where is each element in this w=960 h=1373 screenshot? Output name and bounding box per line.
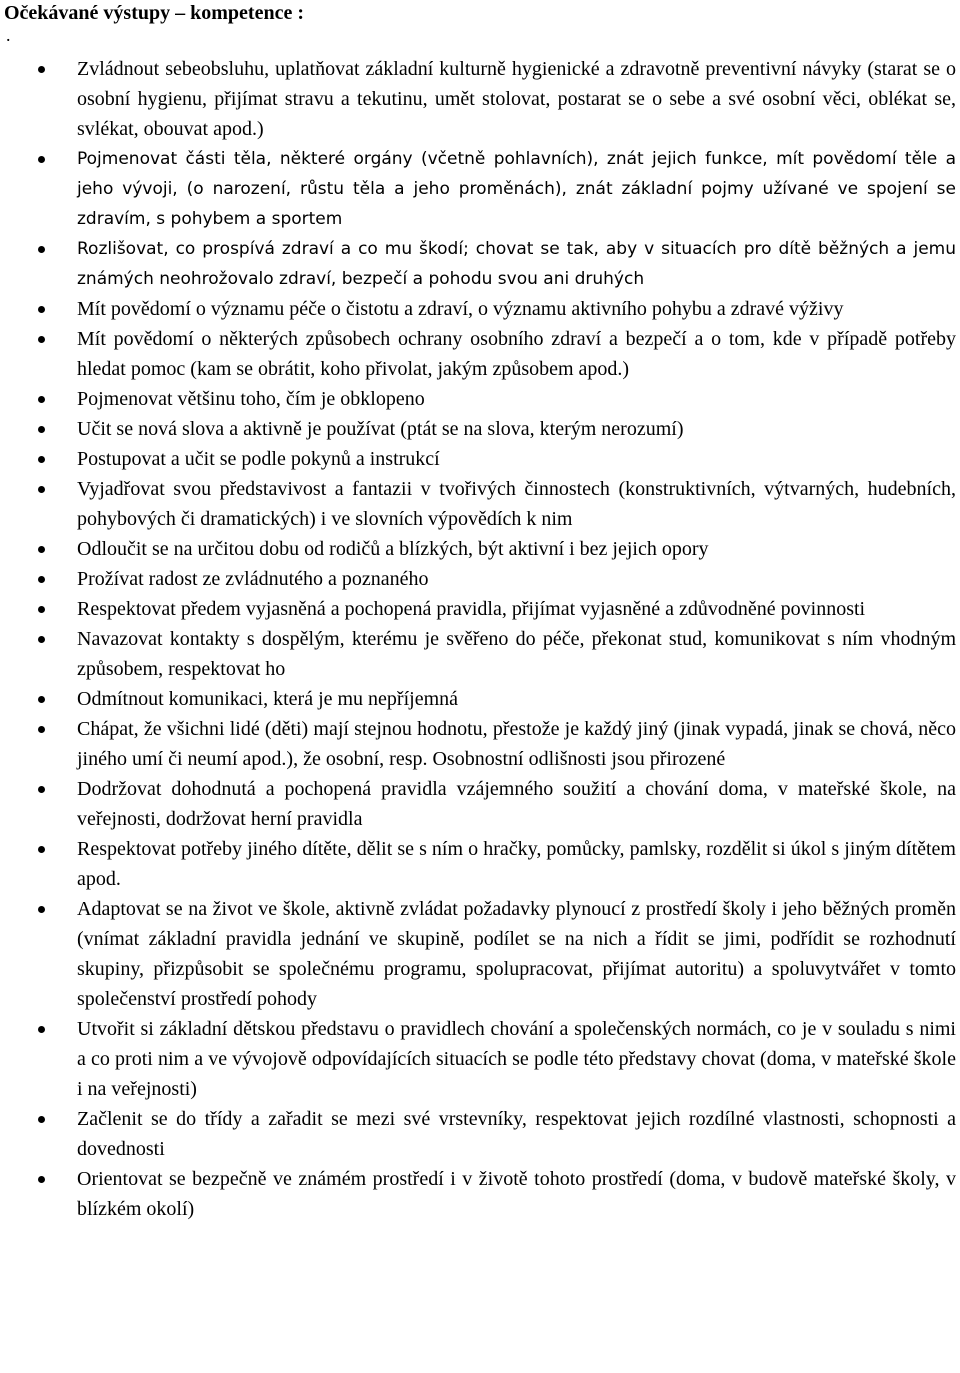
list-item: [0, 54, 960, 144]
list-item: [0, 834, 960, 894]
bullet-icon: [38, 906, 45, 913]
section-heading: Očekávané výstupy – kompetence :: [4, 2, 304, 24]
list-item: [0, 894, 960, 1014]
list-item: [0, 624, 960, 684]
list-item-text: Respektovat potřeby jiného dítěte, dělit se s ním o hračky, pomůcky, pamlsky, rozdělit si úkol s jiným dítětem apod.: [77, 838, 956, 890]
list-item: [0, 534, 960, 564]
list-item-text: Vyjadřovat svou představivost a fantazii v tvořivých činnostech (konstruktivních, výtvarných, hudebních, pohybových či dramatických) i ve slovních výpovědích k nim: [77, 478, 956, 530]
bullet-icon: [38, 786, 45, 793]
bullet-icon: [38, 546, 45, 553]
bullet-icon: [38, 486, 45, 493]
list-item: [0, 414, 960, 444]
list-item-text: Odloučit se na určitou dobu od rodičů a blízkých, být aktivní i bez jejich opory: [77, 538, 709, 560]
list-item: [0, 234, 960, 294]
list-item-text: Prožívat radost ze zvládnutého a poznaného: [77, 568, 429, 590]
bullet-icon: [38, 456, 45, 463]
bullet-icon: [38, 246, 45, 253]
list-item-text: Učit se nová slova a aktivně je používat (ptát se na slova, kterým nerozumí): [77, 418, 684, 440]
bullet-icon: [38, 426, 45, 433]
bullet-icon: [38, 396, 45, 403]
list-item-text: Mít povědomí o některých způsobech ochrany osobního zdraví a bezpečí a o tom, kde v případě potřeby hledat pomoc (kam se obrátit, koho přivolat, jakým způsobem apod.): [77, 328, 956, 380]
bullet-icon: [38, 576, 45, 583]
bullet-icon: [38, 156, 45, 163]
list-item-text: Dodržovat dohodnutá a pochopená pravidla vzájemného soužití a chování doma, v mateřské škole, na veřejnosti, dodržovat herní pravidla: [77, 778, 956, 830]
list-item: [0, 384, 960, 414]
bullet-icon: [38, 606, 45, 613]
bullet-icon: [38, 696, 45, 703]
list-item-text: Chápat, že všichni lidé (děti) mají stejnou hodnotu, přestože je každý jiný (jinak vypadá, jinak se chová, něco jiného umí či neumí apod.), že osobní, resp. Osobnostní odlišnosti jsou přirozené: [77, 718, 956, 770]
list-item: [0, 1014, 960, 1104]
bullet-icon: [38, 1116, 45, 1123]
bullet-icon: [38, 726, 45, 733]
stray-period: .: [6, 25, 11, 45]
list-item: [0, 774, 960, 834]
list-item: [0, 684, 960, 714]
list-item: [0, 594, 960, 624]
list-item: [0, 1104, 960, 1164]
list-item: [0, 714, 960, 774]
list-item-text: Respektovat předem vyjasněná a pochopená pravidla, přijímat vyjasněné a zdůvodněné povinnosti: [77, 598, 866, 620]
list-item: [0, 294, 960, 324]
list-item: [0, 144, 960, 234]
list-item-text: Adaptovat se na život ve škole, aktivně zvládat požadavky plynoucí z prostředí školy i jeho běžných proměn (vnímat základní pravidla jednání ve skupině, podílet se na nich a řídit se jimi, podřídit se rozhodnutí skupiny, přizpůsobit se společnému programu, spolupracovat, přijímat autoritu) a spoluvytvářet v tomto společenství prostředí pohody: [77, 898, 956, 1010]
list-item-text: Mít povědomí o významu péče o čistotu a zdraví, o významu aktivního pohybu a zdravé výživy: [77, 298, 844, 320]
list-item: [0, 474, 960, 534]
bullet-icon: [38, 336, 45, 343]
bullet-icon: [38, 636, 45, 643]
list-item: [0, 324, 960, 384]
list-item-text: Postupovat a učit se podle pokynů a instrukcí: [77, 448, 440, 470]
list-item-text: Rozlišovat, co prospívá zdraví a co mu škodí; chovat se tak, aby v situacích pro dítě běžných a jemu známých neohrožovalo zdraví, bezpečí a pohodu svou ani druhých: [77, 239, 956, 289]
list-item-text: Utvořit si základní dětskou představu o pravidlech chování a společenských normách, co je v souladu s nimi a co proti nim a ve vývojově odpovídajících situacích se podle této představy chovat (doma, v mateřské škole i na veřejnosti): [77, 1018, 956, 1100]
list-item-text: Pojmenovat části těla, některé orgány (včetně pohlavních), znát jejich funkce, mít povědomí těle a jeho vývoji, (o narození, růstu těla a jeho proměnách), znát základní pojmy užívané ve spojení se zdravím, s pohybem a sportem: [77, 149, 956, 229]
list-item-text: Navazovat kontakty s dospělým, kterému je svěřeno do péče, překonat stud, komunikovat s ním vhodným způsobem, respektovat ho: [77, 628, 956, 680]
list-item-text: Pojmenovat většinu toho, čím je obklopeno: [77, 388, 425, 410]
list-item-text: Začlenit se do třídy a zařadit se mezi své vrstevníky, respektovat jejich rozdílné vlastnosti, schopnosti a dovednosti: [77, 1108, 956, 1160]
list-item-text: Odmítnout komunikaci, která je mu nepříjemná: [77, 688, 459, 710]
bullet-icon: [38, 1026, 45, 1033]
bullet-icon: [38, 66, 45, 73]
bullet-icon: [38, 1176, 45, 1183]
list-item: [0, 564, 960, 594]
bullet-icon: [38, 306, 45, 313]
competence-list: [0, 54, 960, 1224]
list-item-text: Orientovat se bezpečně ve známém prostředí i v životě tohoto prostředí (doma, v budově mateřské školy, v blízkém okolí): [77, 1168, 956, 1220]
bullet-icon: [38, 846, 45, 853]
list-item: [0, 1164, 960, 1224]
list-item: [0, 444, 960, 474]
list-item-text: Zvládnout sebeobsluhu, uplatňovat základní kulturně hygienické a zdravotně preventivní návyky (starat se o osobní hygienu, přijímat stravu a tekutinu, umět stolovat, postarat se o sebe a své osobní věci, oblékat se, svlékat, obouvat apod.): [77, 58, 956, 140]
